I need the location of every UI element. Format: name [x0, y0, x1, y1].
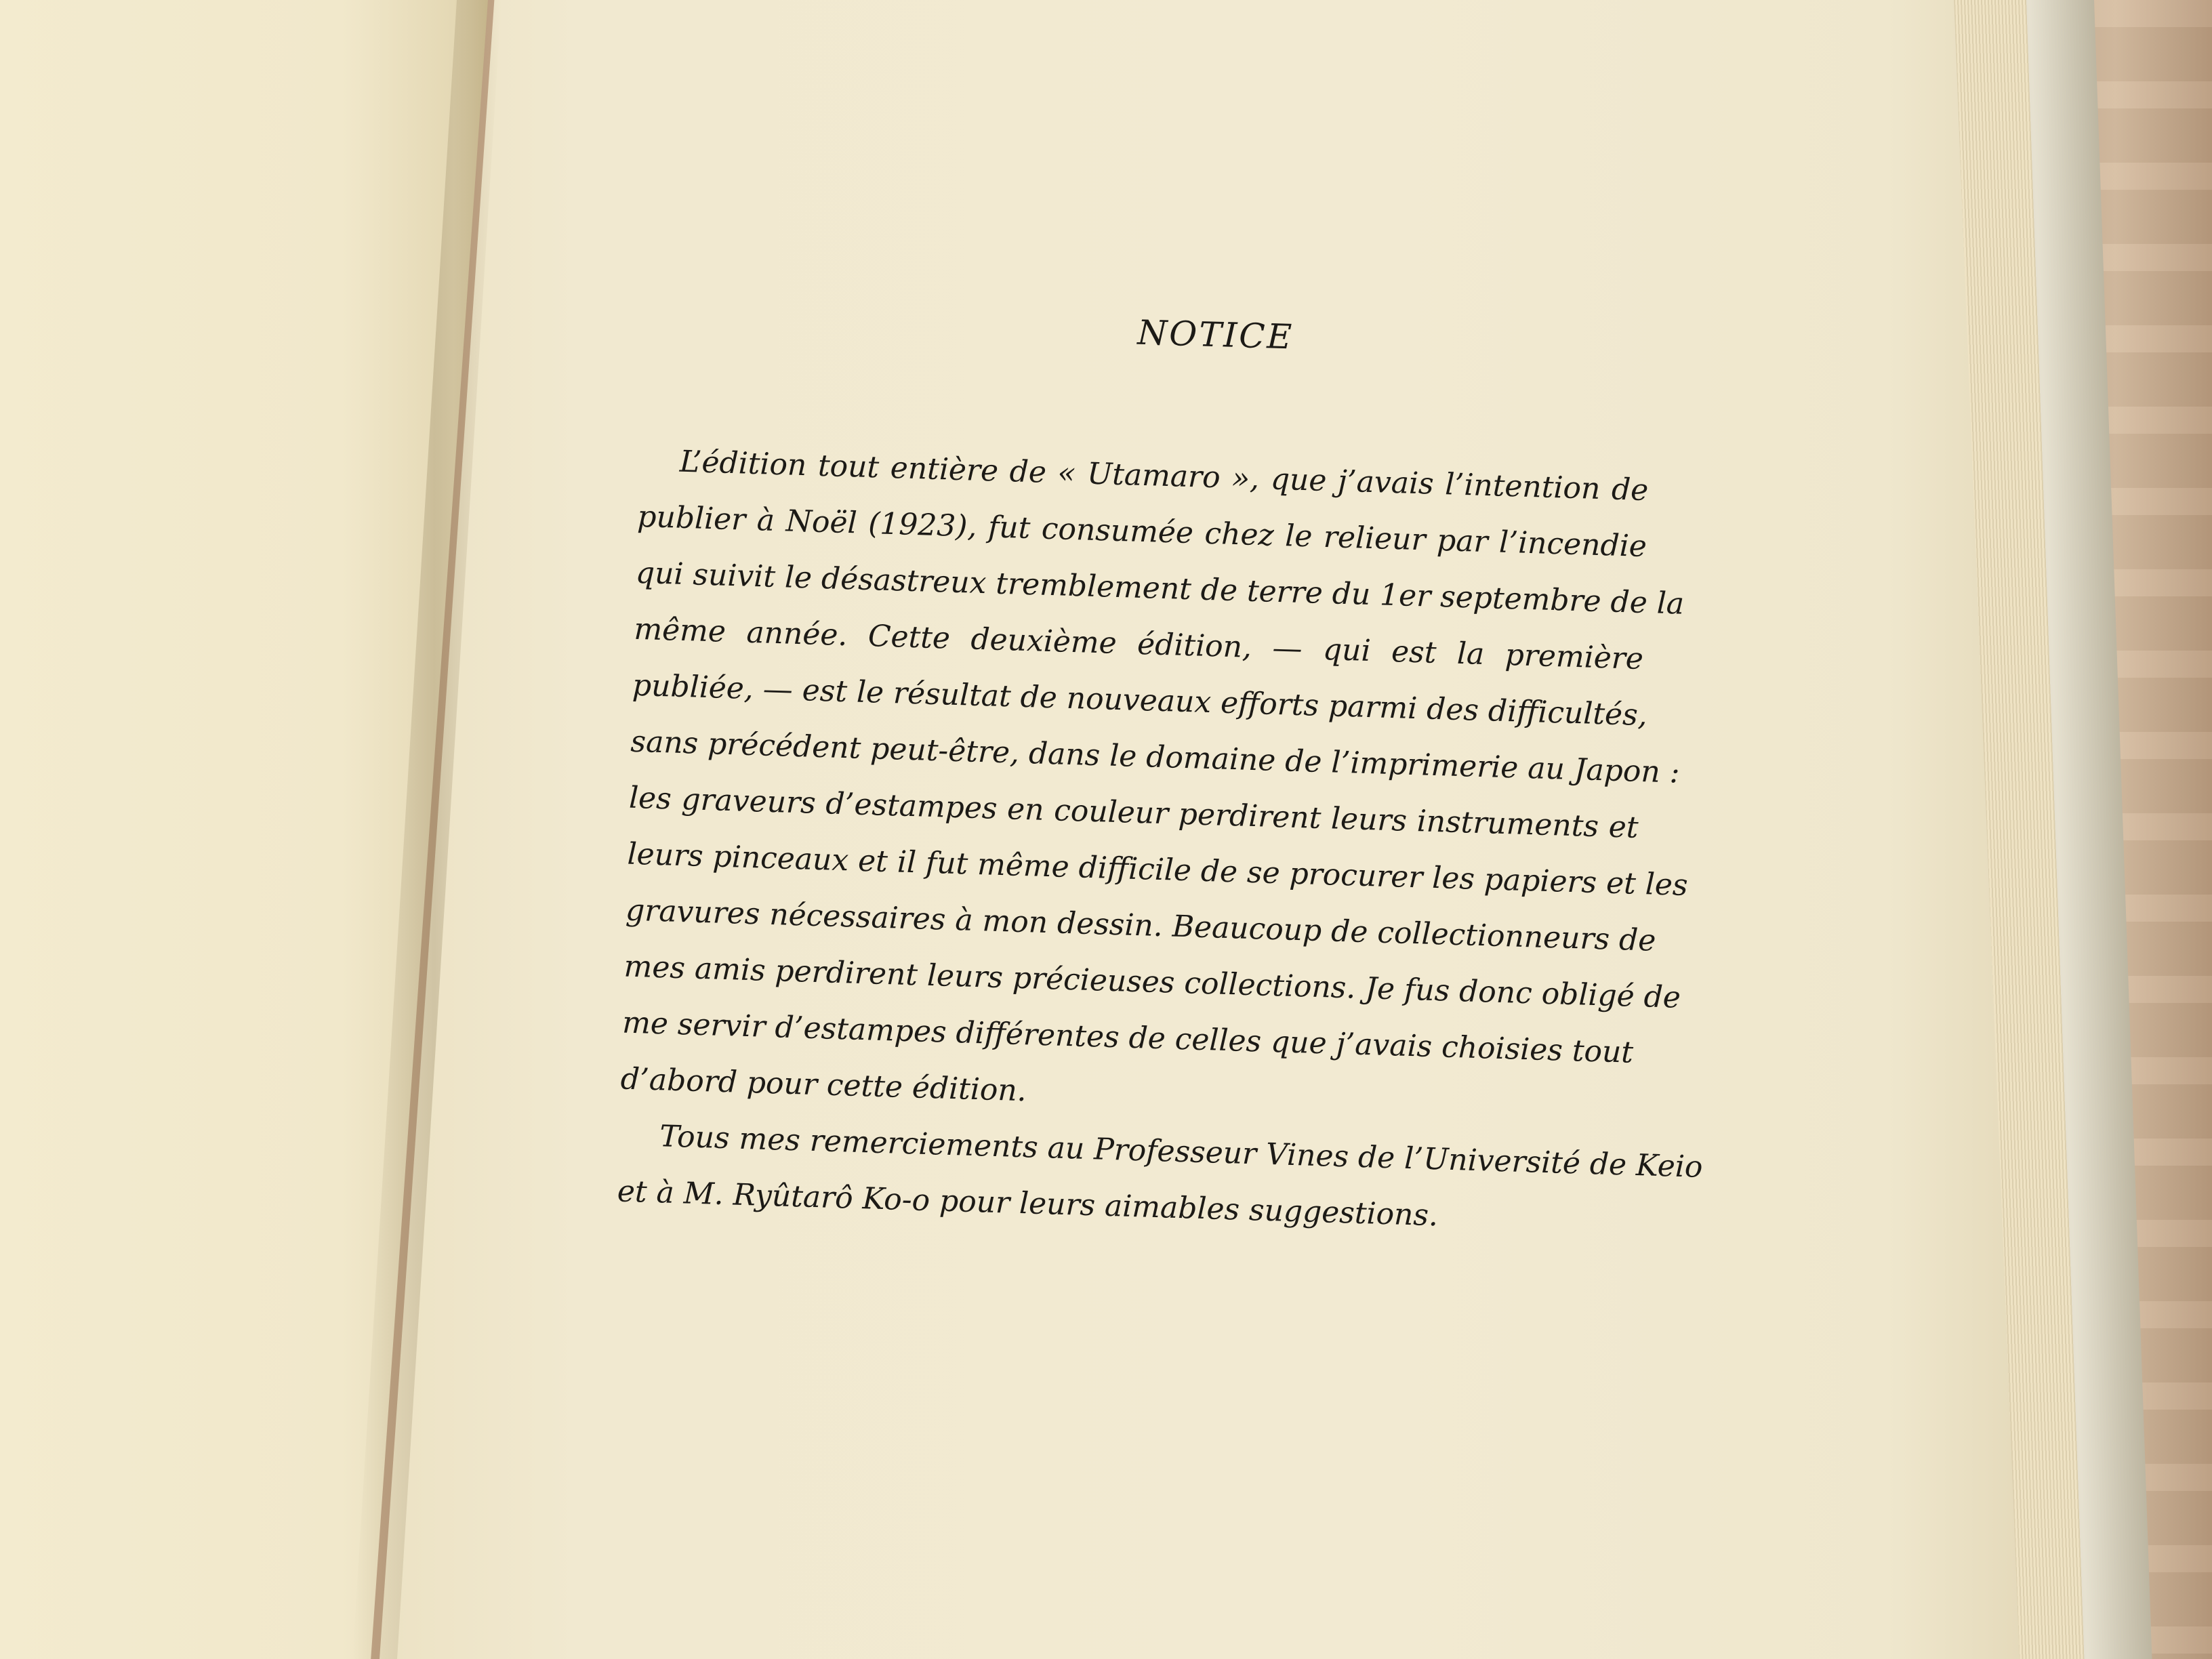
text-line: même année. Cette deuxième édition, — qui est la première [633, 611, 1644, 676]
text-line: publiée, — est le résultat de nouveaux efforts parmi des difficultés, [632, 668, 1648, 733]
text-line: et à M. Ryûtarô Ko-o pour leurs aimables suggestions. [617, 1174, 1439, 1233]
text-line: publier à Noël (1923), fut consumée chez le relieur par l’incendie [636, 499, 1647, 565]
text-line: me servir d’estampes différentes de celles que j’avais choisies tout [621, 1005, 1634, 1070]
text-line: qui suivit le désastreux tremblement de terre du 1er septembre de la [635, 555, 1685, 621]
text-line: L’édition tout entière de « Utamaro », que j’avais l’intention de [679, 444, 1649, 508]
text-line: Tous mes remerciements au Professeur Vines de l’Université de Keio [659, 1119, 1704, 1185]
notice-text-block [617, 298, 1704, 1250]
page-title: NOTICE [1136, 312, 1294, 357]
text-line: gravures nécessaires à mon dessin. Beaucoup de collectionneurs de [625, 893, 1657, 958]
text-line: mes amis perdirent leurs précieuses collections. Je fus donc obligé de [623, 949, 1681, 1015]
text-line: les graveurs d’estampes en couleur perdirent leurs instruments et [628, 780, 1639, 845]
text-line: d’abord pour cette édition. [620, 1061, 1027, 1109]
notice-paragraph-1 [620, 432, 1689, 1137]
text-line: sans précédent peut-être, dans le domaine de l’imprimerie au Japon : [630, 724, 1681, 790]
text-line: leurs pinceaux et il fut même difficile de se procurer les papiers et les [626, 836, 1689, 903]
